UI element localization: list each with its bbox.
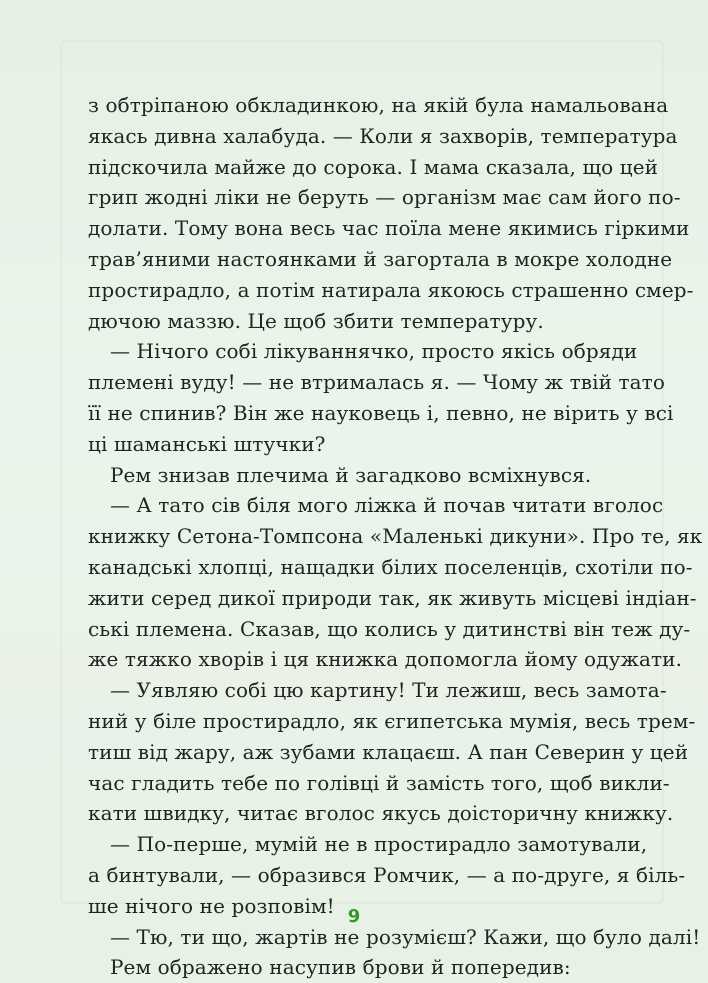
text-line: а бинтували, — образився Ромчик, — а по-друге, я біль- (88, 862, 686, 887)
text-line: простирадло, а потім натирала якоюсь страшенно смер- (88, 277, 694, 302)
text-line: підскочила майже до сорока. І мама сказала, що цей (88, 154, 659, 179)
text-line: дючою маззю. Це щоб збити температуру. (88, 308, 544, 333)
text-line: же тяжко хворів і ця книжка допомогла йому одужати. (88, 647, 683, 672)
text-line: тиш від жару, аж зубами клацаєш. А пан Северин у цей (88, 739, 689, 764)
text-line: кати швидку, читає вголос якусь доісторичну книжку. (88, 801, 674, 826)
page-number: 9 (347, 906, 361, 927)
text-line: ше нічого не розповім! (88, 893, 335, 918)
text-line: — Нічого собі лікуваннячко, просто якісь обряди (110, 339, 638, 364)
text-line: Рем ображено насупив брови й попередив: (110, 955, 571, 980)
text-line: трав’яними настоянками й загортала в мокре холодне (88, 246, 673, 271)
text-line: книжку Сетона-Томпсона «Маленькі дикуни». Про те, як (88, 524, 703, 549)
text-line: ські племена. Сказав, що колись у дитинстві він теж ду- (88, 616, 691, 641)
text-line: — А тато сів біля мого ліжка й почав читати вголос (110, 493, 664, 518)
text-line: жити серед дикої природи так, як живуть місцеві індіан- (88, 585, 697, 610)
text-line: канадські хлопці, нащадки білих поселенців, схотіли по- (88, 554, 693, 579)
text-line: — По-перше, мумій не в простирадло замотували, (110, 832, 648, 857)
text-line: Рем знизав плечима й загадково всміхнувся. (110, 462, 592, 487)
text-line: якась дивна халабуда. — Коли я захворів, температура (88, 123, 678, 148)
text-line: час гладить тебе по голівці й замість того, щоб викли- (88, 770, 670, 795)
text-line: ці шаманські штучки? (88, 431, 326, 456)
text-line: племені вуду! — не втрималась я. — Чому ж твій тато (88, 370, 665, 395)
text-line: з обтріпаною обкладинкою, на якій була намальована (88, 93, 669, 117)
text-line: долати. Тому вона весь час поїла мене якимись гіркими (88, 216, 690, 241)
body-text (88, 90, 703, 983)
text-line: — Уявляю собі цю картину! Ти лежиш, весь замота- (110, 678, 667, 703)
text-line: ний у біле простирадло, як єгипетська мумія, весь трем- (88, 708, 696, 733)
text-line: — Тю, ти що, жартів не розумієш? Кажи, що було далі! (110, 924, 701, 949)
text-line: її не спинив? Він же науковець і, певно, не вірить у всі (88, 400, 674, 425)
text-line: грип жодні ліки не беруть — організм має сам його по- (88, 185, 681, 210)
